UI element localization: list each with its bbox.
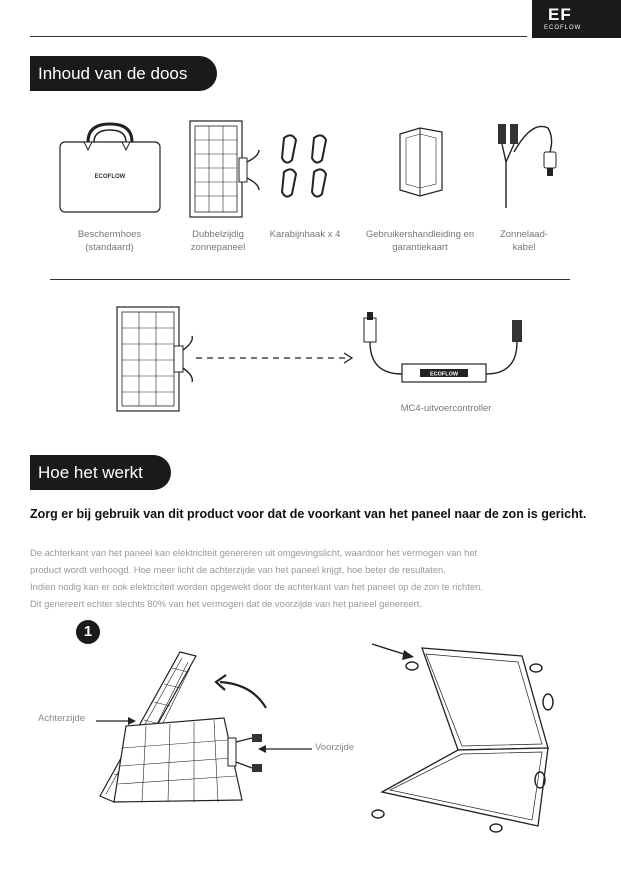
controller-label: MC4-uitvoercontroller: [400, 403, 492, 414]
section-title-how: Hoe het werkt: [30, 455, 171, 490]
usage-paragraph: [30, 544, 600, 612]
back-side-label: Achterzijde: [38, 713, 85, 724]
corner-pointer-arrow: [370, 642, 420, 662]
rotate-arrow-icon: [212, 672, 272, 712]
solar-panel-icon: [189, 120, 269, 220]
paragraph-line: product wordt verhoogd. Hoe meer licht de achterzijde van het paneel krijgt, hoe beter de resultaten.: [30, 564, 446, 575]
dashed-arrow: [196, 350, 356, 366]
box-item-label-panel: Dubbelzijdig zonnepaneel: [190, 229, 246, 253]
box-item-label-carabiner: Karabijnhaak x 4: [269, 229, 341, 240]
case-logo-text: ECOFLOW: [94, 174, 126, 180]
controller-device-text: ECOFLOW: [429, 371, 459, 378]
manual-icon: [396, 124, 448, 200]
back-side-pointer: [96, 716, 140, 726]
front-side-label: Voorzijde: [315, 742, 355, 753]
box-item-label-cable: Zonnelaad- kabel: [499, 229, 549, 253]
carry-case-icon: [58, 120, 162, 216]
logo-mark: EF: [548, 5, 572, 24]
logo-word: ECOFLOW: [544, 25, 582, 31]
carabiner-icon: [278, 132, 334, 204]
step-number: 1: [76, 620, 100, 644]
panel-front-illustration: [116, 306, 196, 414]
box-item-label-case: Beschermhoes (standaard): [77, 229, 142, 253]
paragraph-line: Indien nodig kan er ook elektriciteit worden opgewekt door de achterkant van het paneel op de zon te richten.: [30, 581, 483, 592]
box-item-label-manual: Gebruikershandleiding en garantiekaart: [365, 229, 475, 253]
usage-lead: Zorg er bij gebruik van dit product voor dat de voorkant van het paneel naar de zon is gericht.: [30, 507, 587, 521]
brand-logo: [532, 0, 621, 38]
folded-panel-back-illustration: [368, 640, 558, 840]
mc4-controller-illustration: [362, 312, 532, 392]
section-title-contents: Inhoud van de doos: [30, 56, 217, 91]
solar-cable-icon: [492, 118, 568, 218]
header-rule: [30, 36, 527, 37]
paragraph-line: Dit genereert echter slechts 80% van het vermogen dat de voorzijde van het paneel genereert.: [30, 598, 422, 609]
section-separator: [50, 279, 570, 280]
front-side-pointer: [256, 744, 314, 754]
paragraph-line: De achterkant van het paneel kan elektriciteit genereren uit omgevingslicht, waardoor het vermogen van het: [30, 547, 478, 558]
